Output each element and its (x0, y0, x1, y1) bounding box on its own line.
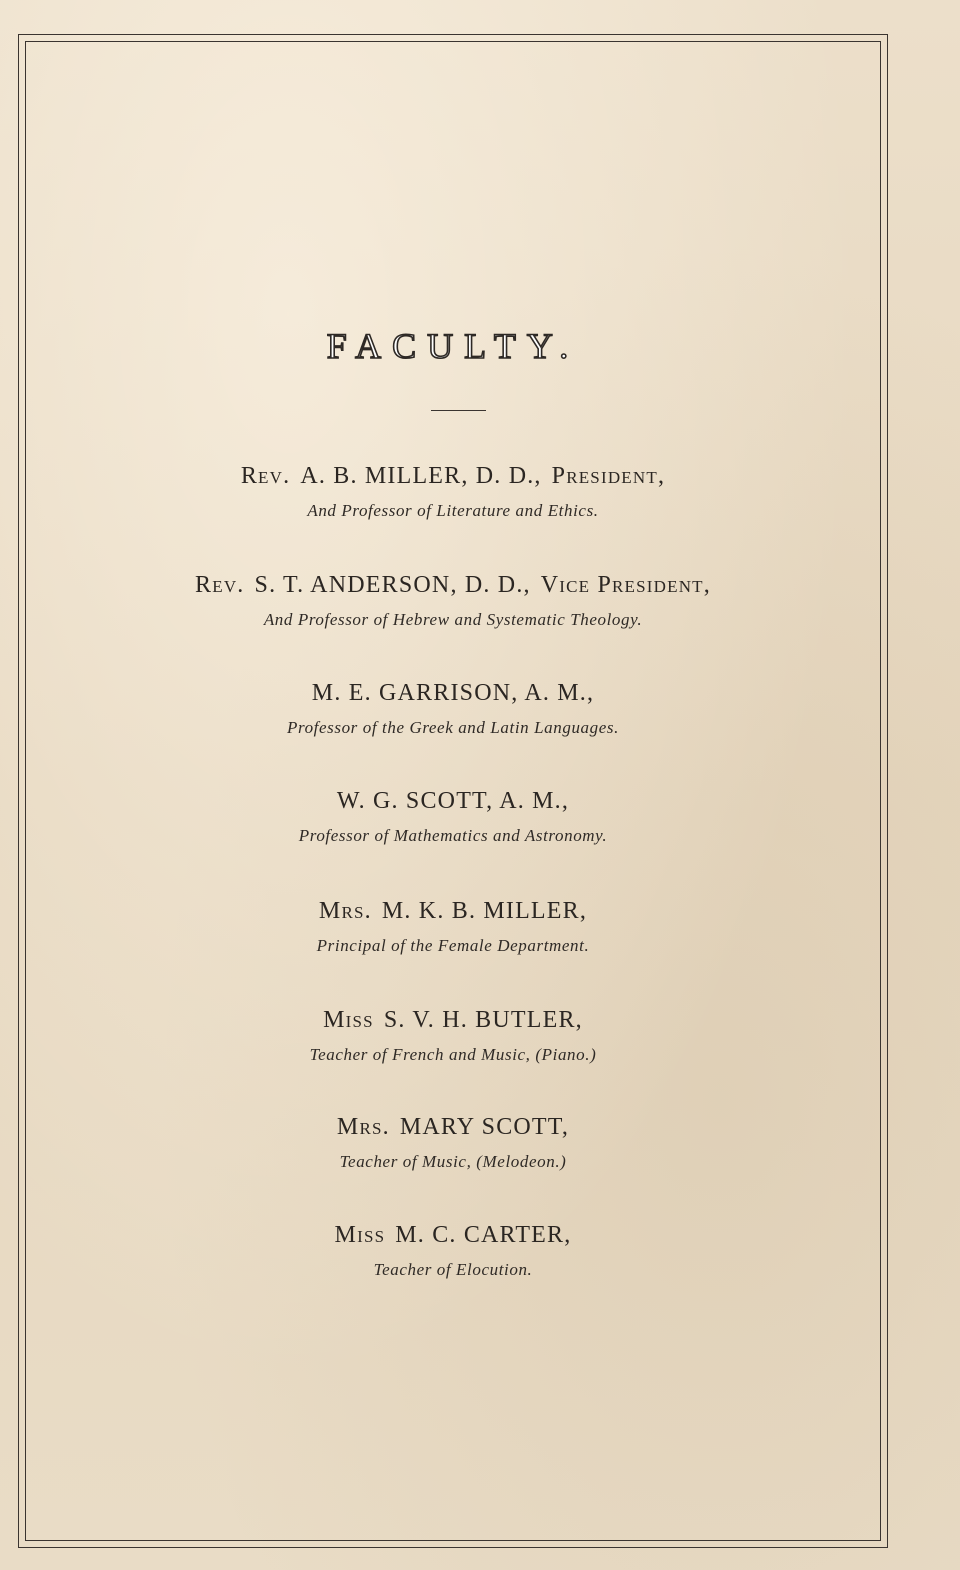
faculty-name-line (25, 896, 881, 926)
faculty-name: M. E. GARRISON, A. M., (311, 680, 595, 706)
faculty-description: And Professor of Literature and Ethics. (307, 501, 599, 520)
faculty-honorific: Rev. (195, 572, 245, 598)
faculty-entry (25, 678, 881, 740)
faculty-entry (25, 1005, 881, 1067)
faculty-honorific: Miss (323, 1007, 374, 1033)
page-content (25, 41, 881, 1541)
faculty-role: President, (551, 463, 666, 489)
faculty-description: Professor of Mathematics and Astronomy. (298, 826, 608, 845)
faculty-name-line (25, 1112, 881, 1142)
faculty-name: M. K. B. MILLER, (381, 898, 588, 924)
faculty-name-line (25, 678, 881, 708)
faculty-role: Vice President, (540, 572, 711, 598)
faculty-entry (25, 570, 881, 632)
faculty-name: M. C. CARTER, (395, 1222, 572, 1248)
faculty-description: Teacher of Elocution. (373, 1260, 533, 1279)
faculty-name: A. B. MILLER, D. D., (300, 463, 542, 489)
faculty-name-line (25, 461, 881, 491)
faculty-name-line (25, 570, 881, 600)
faculty-description: And Professor of Hebrew and Systematic Theology. (263, 610, 643, 629)
faculty-entry (25, 896, 881, 958)
faculty-entry (25, 1220, 881, 1282)
faculty-name-line (25, 786, 881, 816)
faculty-honorific: Mrs. (336, 1114, 390, 1140)
faculty-honorific: Rev. (240, 463, 291, 489)
faculty-honorific: Mrs. (318, 898, 372, 924)
faculty-name: MARY SCOTT, (399, 1114, 570, 1140)
faculty-honorific: Miss (334, 1222, 386, 1248)
faculty-description: Professor of the Greek and Latin Languages. (287, 718, 619, 737)
faculty-name: W. G. SCOTT, A. M., (336, 788, 570, 814)
faculty-name-line (25, 1005, 881, 1035)
faculty-name-line (25, 1220, 881, 1250)
faculty-description: Teacher of French and Music, (Piano.) (309, 1045, 597, 1064)
faculty-name: S. T. ANDERSON, D. D., (254, 572, 531, 598)
title-rule (431, 410, 486, 411)
faculty-name: S. V. H. BUTLER, (383, 1007, 583, 1033)
faculty-description: Principal of the Female Department. (316, 936, 590, 955)
faculty-entry (25, 461, 881, 523)
faculty-entry (25, 786, 881, 848)
faculty-description: Teacher of Music, (Melodeon.) (339, 1152, 567, 1171)
page-title: FACULTY. (326, 326, 580, 366)
faculty-entry (25, 1112, 881, 1174)
